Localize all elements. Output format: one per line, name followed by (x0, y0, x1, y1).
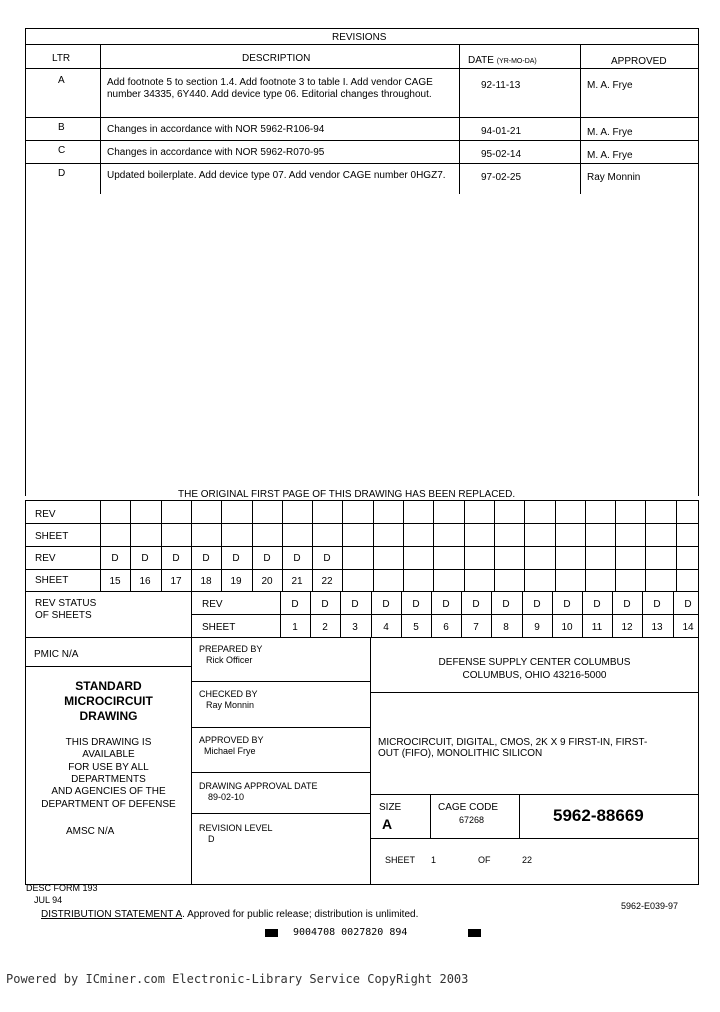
upper-sheet-cell: 16 (139, 576, 151, 587)
rev-d-ltr: D (58, 168, 66, 179)
status-sheet-cell: 9 (534, 622, 540, 633)
status-rev-cell: D (382, 599, 390, 610)
size-value: A (382, 816, 393, 832)
upper-rev-cell: D (172, 553, 180, 564)
distribution-statement (41, 909, 418, 920)
amsc: AMSC N/A (66, 826, 115, 837)
distribution-label: DISTRIBUTION STATEMENT A (41, 909, 183, 920)
upper-rev-cell: D (293, 553, 301, 564)
approval-date: 89-02-10 (208, 792, 245, 802)
cage-label: CAGE CODE (438, 802, 499, 813)
rev-a-description: Add footnote 5 to section 1.4. Add footnote 3 to table I. Add vendor CAGE number 34335, 6Y440. Add device type 06. Editorial changes throughout. (107, 77, 433, 100)
status-sheet-label: SHEET (202, 622, 236, 633)
size-label: SIZE (379, 802, 402, 813)
device-title-1: MICROCIRCUIT, DIGITAL, CMOS, 2K X 9 FIRST-IN, FIRST- (378, 737, 648, 748)
device-title-2: OUT (FIFO), MONOLITHIC SILICON (378, 748, 543, 759)
replaced-notice: THE ORIGINAL FIRST PAGE OF THIS DRAWING HAS BEEN REPLACED. (178, 489, 516, 500)
upper-grid-divider (433, 500, 434, 591)
upper-grid-divider (342, 500, 343, 591)
checked-name: Ray Monnin (206, 700, 255, 710)
availability-line: FOR USE BY ALL (68, 761, 149, 773)
upper-sheet-cell: 20 (261, 576, 273, 587)
distribution-text: . Approved for public release; distribution is unlimited. (182, 909, 419, 920)
cage-value: 67268 (459, 815, 485, 825)
status-rev-cell: D (653, 599, 661, 610)
status-sheet-cell: 10 (561, 622, 573, 633)
status-rev-cell: D (533, 599, 541, 610)
rev-b-date: 94-01-21 (481, 126, 522, 137)
approval-date-label: DRAWING APPROVAL DATE (199, 781, 318, 791)
status-rev-cell: D (684, 599, 692, 610)
sheet-label: SHEET (385, 855, 416, 865)
status-rev-cell: D (291, 599, 299, 610)
status-rev-cell: D (593, 599, 601, 610)
barcode-mark-right (468, 929, 481, 937)
status-rev-cell: D (442, 599, 450, 610)
status-rev-cell: D (563, 599, 571, 610)
status-sheet-cell: 5 (413, 622, 419, 633)
prepared-label: PREPARED BY (199, 644, 263, 654)
status-sheet-cell: 4 (383, 622, 389, 633)
rev-c-date: 95-02-14 (481, 149, 522, 160)
standard-title-1: STANDARD (75, 679, 142, 693)
status-rev-cell: D (472, 599, 480, 610)
upper-sheet-cell: 21 (291, 576, 303, 587)
upper-rev-cell: D (202, 553, 210, 564)
rev-b-approved: M. A. Frye (587, 127, 633, 138)
header-ltr: LTR (52, 53, 71, 64)
rev-status-label-1: REV STATUS (35, 598, 97, 609)
grid-sheet-label-1: SHEET (35, 531, 69, 542)
revision-level-label: REVISION LEVEL (199, 823, 273, 833)
upper-rev-cell: D (323, 553, 331, 564)
availability-line: DEPARTMENTS (71, 773, 146, 785)
rev-c-approved: M. A. Frye (587, 150, 633, 161)
status-sheet-cell: 2 (322, 622, 328, 633)
upper-rev-cell: D (232, 553, 240, 564)
rev-a-ltr: A (58, 75, 65, 86)
rev-status-label-2: OF SHEETS (35, 610, 92, 621)
status-rev-cell: D (412, 599, 420, 610)
upper-grid-divider (403, 500, 404, 591)
upper-grid-divider (494, 500, 495, 591)
approved-name: Michael Frye (204, 746, 256, 756)
status-rev-label: REV (202, 599, 223, 610)
rev-d-approved: Ray Monnin (587, 172, 641, 183)
header-approved: APPROVED (611, 56, 667, 67)
prepared-name: Rick Officer (206, 655, 253, 665)
upper-grid-divider (585, 500, 586, 591)
status-sheet-cell: 13 (651, 622, 663, 633)
rev-c-ltr: C (58, 145, 66, 156)
approved-label: APPROVED BY (199, 735, 264, 745)
availability-line: AVAILABLE (82, 749, 135, 761)
form-line-1: DESC FORM 193 (26, 883, 98, 893)
grid-rev-label-2: REV (35, 553, 56, 564)
status-rev-cell: D (351, 599, 359, 610)
pmic: PMIC N/A (34, 649, 79, 660)
drawing-number: 5962-88669 (553, 806, 644, 825)
rev-b-ltr: B (58, 122, 65, 133)
upper-grid-divider (464, 500, 465, 591)
rev-a-date: 92-11-13 (481, 80, 521, 91)
form-line-2: JUL 94 (34, 895, 63, 905)
upper-grid-divider (676, 500, 677, 591)
header-description: DESCRIPTION (242, 53, 311, 64)
grid-rev-label-1: REV (35, 509, 56, 520)
availability-line: AND AGENCIES OF THE (51, 786, 166, 798)
upper-grid-divider (524, 500, 525, 591)
grid-sheet-label-2: SHEET (35, 575, 69, 586)
status-sheet-cell: 11 (591, 622, 603, 633)
barcode-mark-left (265, 929, 278, 937)
upper-sheet-cell: 18 (200, 576, 212, 587)
status-sheet-cell: 8 (503, 622, 509, 633)
sheet-value: 1 (431, 855, 437, 865)
rev-d-date: 97-02-25 (481, 172, 522, 183)
upper-rev-cell: D (263, 553, 271, 564)
doc-code: 5962-E039-97 (621, 901, 679, 911)
status-sheet-cell: 7 (473, 622, 479, 633)
rev-a-approved: M. A. Frye (587, 80, 633, 91)
upper-rev-cell: D (111, 553, 119, 564)
rev-b-description: Changes in accordance with NOR 5962-R106-94 (107, 124, 325, 135)
status-rev-cell: D (502, 599, 510, 610)
upper-sheet-cell: 15 (109, 576, 121, 587)
standard-title-3: DRAWING (79, 709, 138, 723)
upper-grid-divider (373, 500, 374, 591)
of-label: OF (478, 855, 491, 865)
rev-d-description: Updated boilerplate. Add device type 07. Add vendor CAGE number 0HGZ7. (107, 170, 446, 181)
checked-label: CHECKED BY (199, 689, 258, 699)
upper-rev-cell: D (141, 553, 149, 564)
barcode-text: 9004708 0027820 894 (293, 927, 408, 938)
availability-line: DEPARTMENT OF DEFENSE (41, 798, 176, 810)
status-sheet-cell: 12 (621, 622, 633, 633)
upper-sheet-cell: 19 (230, 576, 242, 587)
status-sheet-cell: 1 (292, 622, 298, 633)
upper-grid-divider (615, 500, 616, 591)
status-sheet-cell: 14 (682, 622, 694, 633)
of-value: 22 (522, 855, 533, 865)
header-date: DATE (YR-MO-DA) (468, 55, 537, 66)
agency-line-2: COLUMBUS, OHIO 43216-5000 (462, 670, 607, 681)
standard-title-2: MICROCIRCUIT (64, 694, 153, 708)
status-sheet-cell: 6 (443, 622, 449, 633)
revision-level: D (208, 834, 215, 844)
availability-line: THIS DRAWING IS (65, 737, 152, 748)
upper-grid-divider (555, 500, 556, 591)
watermark: Powered by ICminer.com Electronic-Library Service CopyRight 2003 (6, 972, 469, 986)
agency-line-1: DEFENSE SUPPLY CENTER COLUMBUS (438, 657, 631, 668)
upper-sheet-cell: 17 (170, 576, 182, 587)
status-rev-cell: D (321, 599, 329, 610)
upper-grid-divider (645, 500, 646, 591)
status-rev-cell: D (623, 599, 631, 610)
revisions-title: REVISIONS (332, 32, 387, 43)
status-sheet-cell: 3 (352, 622, 358, 633)
upper-sheet-cell: 22 (321, 576, 333, 587)
rev-c-description: Changes in accordance with NOR 5962-R070-95 (107, 147, 325, 158)
